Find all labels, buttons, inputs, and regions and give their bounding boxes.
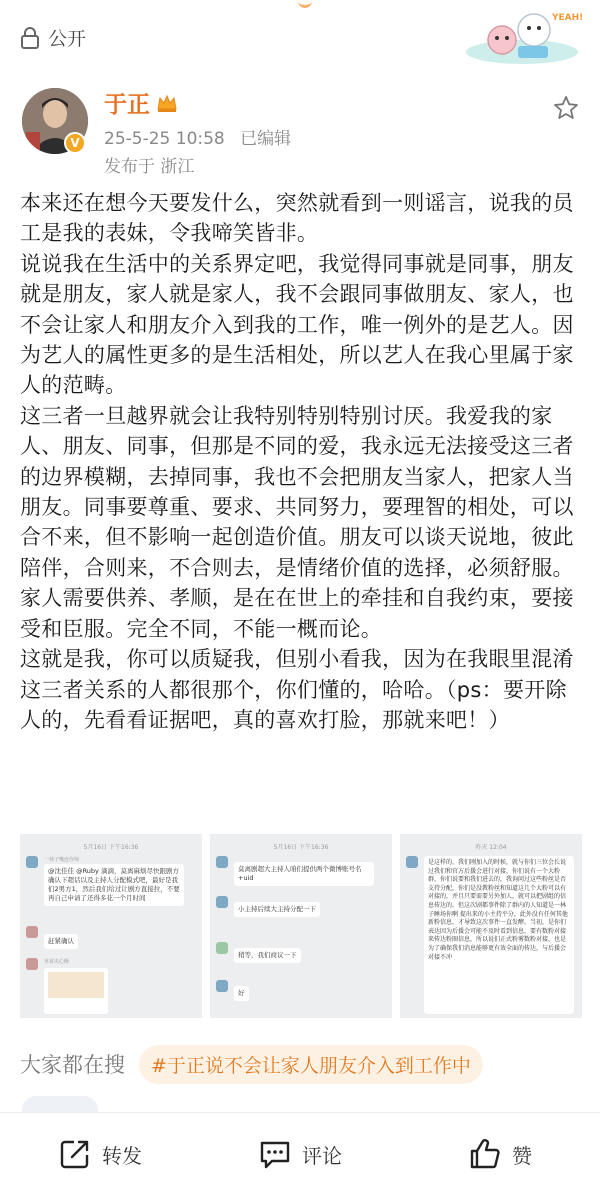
post-location: 发布于 浙江 xyxy=(104,157,195,177)
chat-screenshot-2[interactable] xyxy=(210,834,392,1018)
author-header xyxy=(0,80,600,180)
chat-avatar xyxy=(26,926,38,938)
decorative-sticker xyxy=(462,6,582,66)
thumbs-up-icon xyxy=(468,1137,502,1171)
visibility-label: 公开 xyxy=(48,28,87,50)
star-icon[interactable] xyxy=(552,94,580,122)
sticker-text: YEAH! xyxy=(552,13,582,23)
chat-bubble: 莫离剧超大主持人咱们提供两个微博账号名 +uid xyxy=(234,862,374,886)
post-paragraph: 这三者一旦越界就会让我特别特别特别讨厌。我爱我的家人、朋友、同事，但那是不同的爱，我永远无法接受这三者的边界模糊，去掉同事，我也不会把朋友当家人，把家人当朋友。同事要尊重、要求、共同努力，要理智的相处，可以合不来，但不影响一起创造价值。朋友可以谈天说地，彼此陪伴，合则来，不合则去，是情绪价值的选择，必须舒服。家人需要供养、孝顺，是在在世上的牵挂和自我约束，要接受和臣服。完全不同，不能一概而论。 xyxy=(20,403,574,641)
post-paragraph: 本来还在想今天要发什么，突然就看到一则谣言，说我的员工是我的表妹，令我啼笑皆非。 xyxy=(20,191,574,246)
chat-bubble: @沈佳佳 @Ruby 滴滴，莫离麻烦尽快跟剧方确认下超话以及主持人分配模式吧，最好是我们2男方1，然后我们给过让剧方直接拉，不要再自己申请了还得多花一个月时间 xyxy=(44,864,184,906)
chat-date: 昨天 12:04 xyxy=(475,844,507,851)
chat-image-attachment xyxy=(44,968,108,1014)
pull-indicator xyxy=(298,0,312,8)
chat-screenshot-1[interactable] xyxy=(20,834,202,1018)
post-paragraph: 说说我在生活中的关系界定吧，我觉得同事就是同事，朋友就是朋友，家人就是家人，我不会跟同事做朋友、家人，也不会让家人和朋友介入到我的工作，唯一例外的是艺人。因为艺人的属性更多的是生活相处，所以艺人在我心里属于家人的范畴。 xyxy=(20,251,574,398)
chat-bubble: 小主持后续大主持分配一下 xyxy=(234,902,320,917)
post-date: 25-5-25 10:58 xyxy=(104,129,225,149)
chat-date: 5月16日 下午16:36 xyxy=(83,844,139,851)
crown-icon xyxy=(156,93,178,113)
edited-label[interactable]: 已编辑 xyxy=(240,129,292,149)
image-grid xyxy=(20,834,582,1018)
trending-hashtag[interactable]: #于正说不会让家人朋友介入到工作中 xyxy=(139,1045,483,1084)
repost-button[interactable] xyxy=(0,1113,200,1195)
action-bar xyxy=(0,1112,600,1195)
chat-bubble: 稍等，我们商议一下 xyxy=(234,948,301,963)
trending-search-title: 大家都在搜 xyxy=(20,1053,125,1077)
chat-avatar xyxy=(216,856,228,868)
lock-icon xyxy=(20,27,40,49)
author-name[interactable]: 于正 xyxy=(104,92,150,118)
comment-label: 评论 xyxy=(302,1143,342,1168)
comment-icon xyxy=(258,1137,292,1171)
chat-sender: 草莓夹心酥 xyxy=(44,959,70,965)
chat-bubble: 好 xyxy=(234,986,249,1001)
chat-bubble: 赶紧确认 xyxy=(44,934,78,949)
chat-avatar xyxy=(216,896,228,908)
post-meta xyxy=(104,124,301,149)
chat-avatar xyxy=(216,942,228,954)
chat-date: 5月16日 下午16:36 xyxy=(273,844,329,851)
chat-screenshot-3[interactable] xyxy=(400,834,582,1018)
comment-button[interactable] xyxy=(200,1113,400,1195)
like-label: 赞 xyxy=(512,1143,532,1168)
repost-icon xyxy=(58,1137,92,1171)
chat-avatar xyxy=(26,958,38,970)
trending-search-row xyxy=(20,1044,600,1084)
author-name-row[interactable] xyxy=(104,86,178,119)
chat-avatar xyxy=(26,856,38,868)
chat-sender: 一林子嘴连你师 xyxy=(44,857,80,863)
chat-bubble: 是这样的，我们刚加入的时候，就与你们三位会长说过我们和官方后援会进行对接，你们说有一个大粉群，你们说要和我们进去的，我询问过这些粉丝是否支持分配，你们是没教粉丝和知道这几个大粉可以有对接的，并且只要需要另外加人，就可以把剧组的信息传达的。但这次剧都事件除了群内的人知道是一林子睡场你啊 提出来的小主持平分，此外没有任何其他新粉信息，才导致这次事件一直发酵。当初，是你们表达因为后援会可能不及时看到信息，要有数粉对接来传达粉圈信息，所以说们正式粉雾数粉对接，也是为了确保我们消息能够更有效全面的传达，与后援会对接不冲 xyxy=(424,856,574,1014)
repost-label: 转发 xyxy=(102,1143,142,1168)
visibility-indicator[interactable] xyxy=(20,24,86,51)
chat-avatar xyxy=(216,980,228,992)
top-bar xyxy=(0,0,600,72)
verified-badge: V xyxy=(64,132,86,154)
post-body xyxy=(20,188,584,735)
like-button[interactable] xyxy=(400,1113,600,1195)
post-paragraph: 这就是我，你可以质疑我，但别小看我，因为在我眼里混淆这三者关系的人都很那个，你们懂的，哈哈。（ps：要开除人的，先看看证据吧，真的喜欢打脸，那就来吧！） xyxy=(20,647,574,732)
chat-avatar xyxy=(406,856,418,868)
